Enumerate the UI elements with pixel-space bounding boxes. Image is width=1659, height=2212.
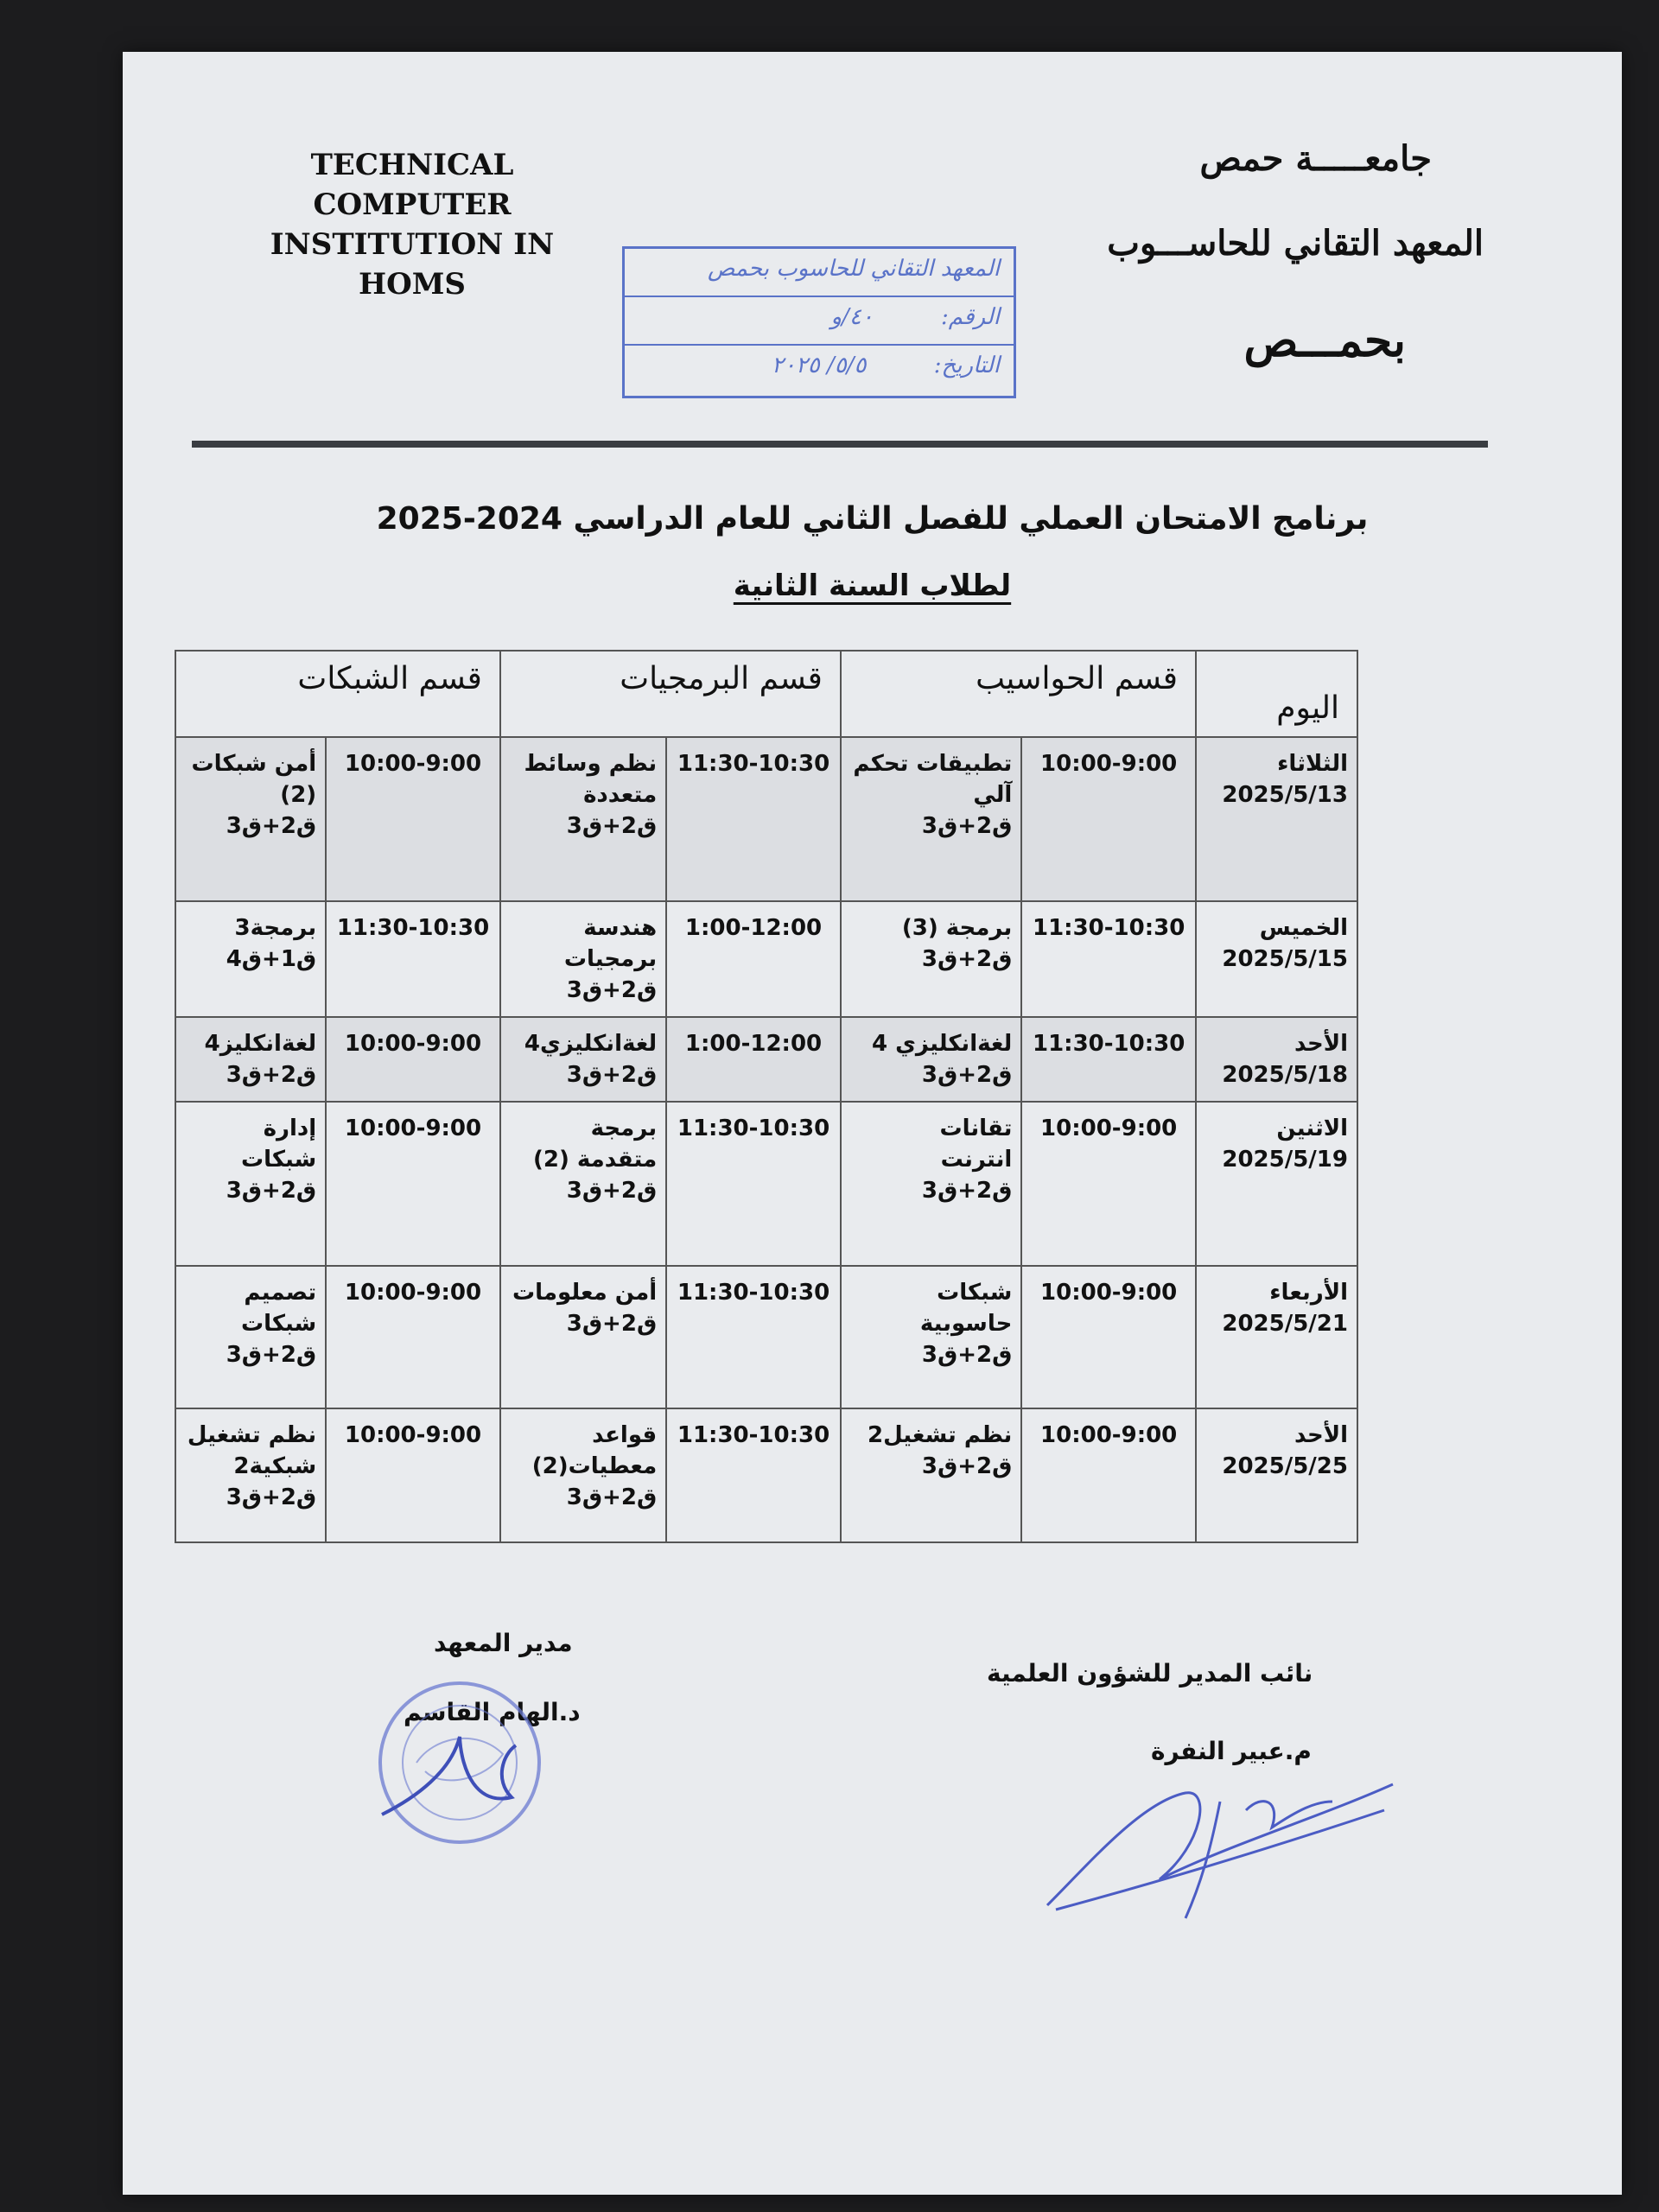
exam-time: 10:00-9:00 bbox=[1040, 751, 1178, 777]
director-seal-and-signature bbox=[365, 1668, 555, 1858]
day-cell bbox=[1196, 737, 1357, 901]
header-software-dept: قسم البرمجيات bbox=[500, 651, 841, 737]
registration-stamp bbox=[622, 246, 1016, 398]
page-title: برنامج الامتحان العملي للفصل الثاني للعام الدراسي 2024-2025 bbox=[376, 501, 1369, 537]
subtitle-text: لطلاب السنة الثانية bbox=[733, 569, 1012, 603]
city-name: بحمـــص bbox=[1243, 315, 1406, 367]
day-name: الأحد bbox=[1294, 1031, 1348, 1057]
subject-name: تصميم شبكات ق2+ق3 bbox=[226, 1280, 317, 1368]
time-cell-software bbox=[666, 1102, 841, 1266]
subject-cell-networks bbox=[175, 1017, 326, 1102]
subject-cell-software bbox=[500, 1102, 666, 1266]
subject-cell-computers bbox=[841, 1017, 1021, 1102]
document-page bbox=[123, 52, 1622, 2195]
stamp-date-row bbox=[625, 346, 1014, 394]
schedule-row bbox=[175, 1266, 1357, 1408]
time-cell-computers bbox=[1021, 1408, 1196, 1542]
time-cell-computers bbox=[1021, 901, 1196, 1017]
exam-time: 1:00-12:00 bbox=[684, 915, 823, 941]
time-cell-networks bbox=[326, 1102, 500, 1266]
subject-cell-networks bbox=[175, 901, 326, 1017]
stamp-date-value: ٥/٥/ ٢٠٢٥ bbox=[771, 353, 867, 378]
header-day: اليوم bbox=[1196, 651, 1357, 737]
subject-name: لغةانكليز4 ق2+ق3 bbox=[204, 1031, 317, 1088]
day-cell bbox=[1196, 1102, 1357, 1266]
exam-time: 11:30-10:30 bbox=[1033, 915, 1185, 941]
subject-name: تطبيقات تحكم آلي ق2+ق3 bbox=[853, 751, 1013, 839]
subject-cell-networks bbox=[175, 737, 326, 901]
english-header-line: HOMS bbox=[359, 267, 466, 302]
time-cell-networks bbox=[326, 1408, 500, 1542]
exam-time: 11:30-10:30 bbox=[677, 1422, 830, 1448]
stamp-number-value: ٤٠/و bbox=[830, 304, 874, 330]
english-header-line: TECHNICAL COMPUTER bbox=[310, 148, 514, 222]
day-date: 2025/5/18 bbox=[1222, 1062, 1348, 1088]
subject-name: شبكات حاسوبية ق2+ق3 bbox=[919, 1280, 1013, 1368]
subject-name: برمجة متقدمة (2) ق2+ق3 bbox=[532, 1116, 658, 1204]
exam-time: 10:00-9:00 bbox=[1040, 1422, 1178, 1448]
time-cell-computers bbox=[1021, 1102, 1196, 1266]
university-name: جامعـــــة حمص bbox=[1199, 138, 1432, 179]
subject-name: برمجة (3) ق2+ق3 bbox=[901, 915, 1013, 972]
day-cell bbox=[1196, 1017, 1357, 1102]
deputy-title: نائب المدير للشؤون العلمية bbox=[987, 1659, 1313, 1688]
day-name: الأربعاء bbox=[1269, 1280, 1348, 1306]
time-cell-software bbox=[666, 1408, 841, 1542]
subject-name: قواعد معطيات(2) ق2+ق3 bbox=[531, 1422, 658, 1510]
exam-time: 10:00-9:00 bbox=[344, 1116, 482, 1141]
exam-time: 11:30-10:30 bbox=[1033, 1031, 1185, 1057]
stamp-date-label: التاريخ: bbox=[933, 353, 1000, 378]
day-cell bbox=[1196, 1408, 1357, 1542]
subject-name: تقانات انترنت ق2+ق3 bbox=[921, 1116, 1013, 1204]
schedule-row bbox=[175, 901, 1357, 1017]
subject-name: نظم تشغيل شبكية2 ق2+ق3 bbox=[187, 1422, 317, 1510]
deputy-signature bbox=[1039, 1750, 1402, 1923]
schedule-row bbox=[175, 1102, 1357, 1266]
english-header bbox=[209, 145, 615, 304]
subject-cell-software bbox=[500, 1408, 666, 1542]
time-cell-software bbox=[666, 901, 841, 1017]
deputy-name: م.عبير النفرة bbox=[1151, 1737, 1312, 1765]
subject-name: أمن معلومات ق2+ق3 bbox=[512, 1280, 658, 1337]
subject-name: نظم وسائط متعددة ق2+ق3 bbox=[524, 751, 658, 839]
subject-name: نظم تشغيل2 ق2+ق3 bbox=[867, 1422, 1013, 1479]
day-cell bbox=[1196, 1266, 1357, 1408]
time-cell-computers bbox=[1021, 1266, 1196, 1408]
subject-cell-software bbox=[500, 1017, 666, 1102]
subject-cell-networks bbox=[175, 1102, 326, 1266]
subject-name: برمجة3 ق1+ق4 bbox=[226, 915, 317, 972]
subject-name: إدارة شبكات ق2+ق3 bbox=[226, 1116, 317, 1204]
time-cell-software bbox=[666, 737, 841, 901]
institute-name: المعهد التقاني للحاســـوب bbox=[1107, 223, 1484, 264]
time-cell-computers bbox=[1021, 737, 1196, 901]
subject-cell-software bbox=[500, 737, 666, 901]
time-cell-networks bbox=[326, 1017, 500, 1102]
day-date: 2025/5/19 bbox=[1222, 1147, 1348, 1173]
table-header-row bbox=[175, 651, 1357, 737]
director-title: مدير المعهد bbox=[434, 1629, 573, 1657]
exam-time: 11:30-10:30 bbox=[677, 1116, 830, 1141]
subject-cell-computers bbox=[841, 1102, 1021, 1266]
exam-time: 10:00-9:00 bbox=[344, 751, 482, 777]
subject-cell-computers bbox=[841, 1266, 1021, 1408]
director-name: د.الهام القاسم bbox=[404, 1698, 581, 1726]
day-date: 2025/5/15 bbox=[1222, 946, 1348, 972]
time-cell-networks bbox=[326, 901, 500, 1017]
subject-cell-computers bbox=[841, 1408, 1021, 1542]
day-date: 2025/5/13 bbox=[1222, 782, 1348, 808]
subject-cell-software bbox=[500, 1266, 666, 1408]
exam-time: 10:00-9:00 bbox=[1040, 1280, 1178, 1306]
stamp-institute: المعهد التقاني للحاسوب بحمص bbox=[625, 249, 1014, 297]
english-header-line: INSTITUTION IN bbox=[270, 227, 555, 262]
exam-time: 1:00-12:00 bbox=[684, 1031, 823, 1057]
exam-time: 11:30-10:30 bbox=[677, 1280, 830, 1306]
day-name: الأحد bbox=[1294, 1422, 1348, 1448]
header-divider bbox=[192, 441, 1488, 448]
stamp-number-label: الرقم: bbox=[941, 304, 1000, 330]
subject-cell-software bbox=[500, 901, 666, 1017]
subject-cell-computers bbox=[841, 737, 1021, 901]
day-name: الخميس bbox=[1259, 915, 1348, 941]
day-date: 2025/5/25 bbox=[1222, 1453, 1348, 1479]
time-cell-networks bbox=[326, 737, 500, 901]
subject-name: أمن شبكات (2) ق2+ق3 bbox=[191, 751, 317, 839]
exam-time: 11:30-10:30 bbox=[677, 751, 830, 777]
day-date: 2025/5/21 bbox=[1222, 1311, 1348, 1337]
header-networks-dept: قسم الشبكات bbox=[175, 651, 500, 737]
subject-cell-computers bbox=[841, 901, 1021, 1017]
schedule-row bbox=[175, 737, 1357, 901]
time-cell-networks bbox=[326, 1266, 500, 1408]
time-cell-software bbox=[666, 1266, 841, 1408]
exam-time: 10:00-9:00 bbox=[344, 1422, 482, 1448]
exam-time: 10:00-9:00 bbox=[344, 1031, 482, 1057]
subject-cell-networks bbox=[175, 1408, 326, 1542]
subject-name: هندسة برمجيات ق2+ق3 bbox=[563, 915, 658, 1003]
time-cell-software bbox=[666, 1017, 841, 1102]
day-cell bbox=[1196, 901, 1357, 1017]
exam-time: 10:00-9:00 bbox=[344, 1280, 482, 1306]
exam-time: 10:00-9:00 bbox=[1040, 1116, 1178, 1141]
day-name: الثلاثاء bbox=[1277, 751, 1348, 777]
header-computers-dept: قسم الحواسيب bbox=[841, 651, 1196, 737]
day-name: الاثنين bbox=[1276, 1116, 1348, 1141]
stamp-number-row bbox=[625, 297, 1014, 346]
page-subtitle bbox=[123, 569, 1622, 603]
exam-schedule-table bbox=[175, 650, 1358, 1543]
subject-name: لغةانكليزي 4 ق2+ق3 bbox=[871, 1031, 1013, 1088]
table-body bbox=[175, 737, 1357, 1542]
time-cell-computers bbox=[1021, 1017, 1196, 1102]
subject-cell-networks bbox=[175, 1266, 326, 1408]
subject-name: لغةانكليزي4 ق2+ق3 bbox=[524, 1031, 658, 1088]
exam-time: 11:30-10:30 bbox=[336, 915, 490, 941]
schedule-row bbox=[175, 1017, 1357, 1102]
schedule-row bbox=[175, 1408, 1357, 1542]
